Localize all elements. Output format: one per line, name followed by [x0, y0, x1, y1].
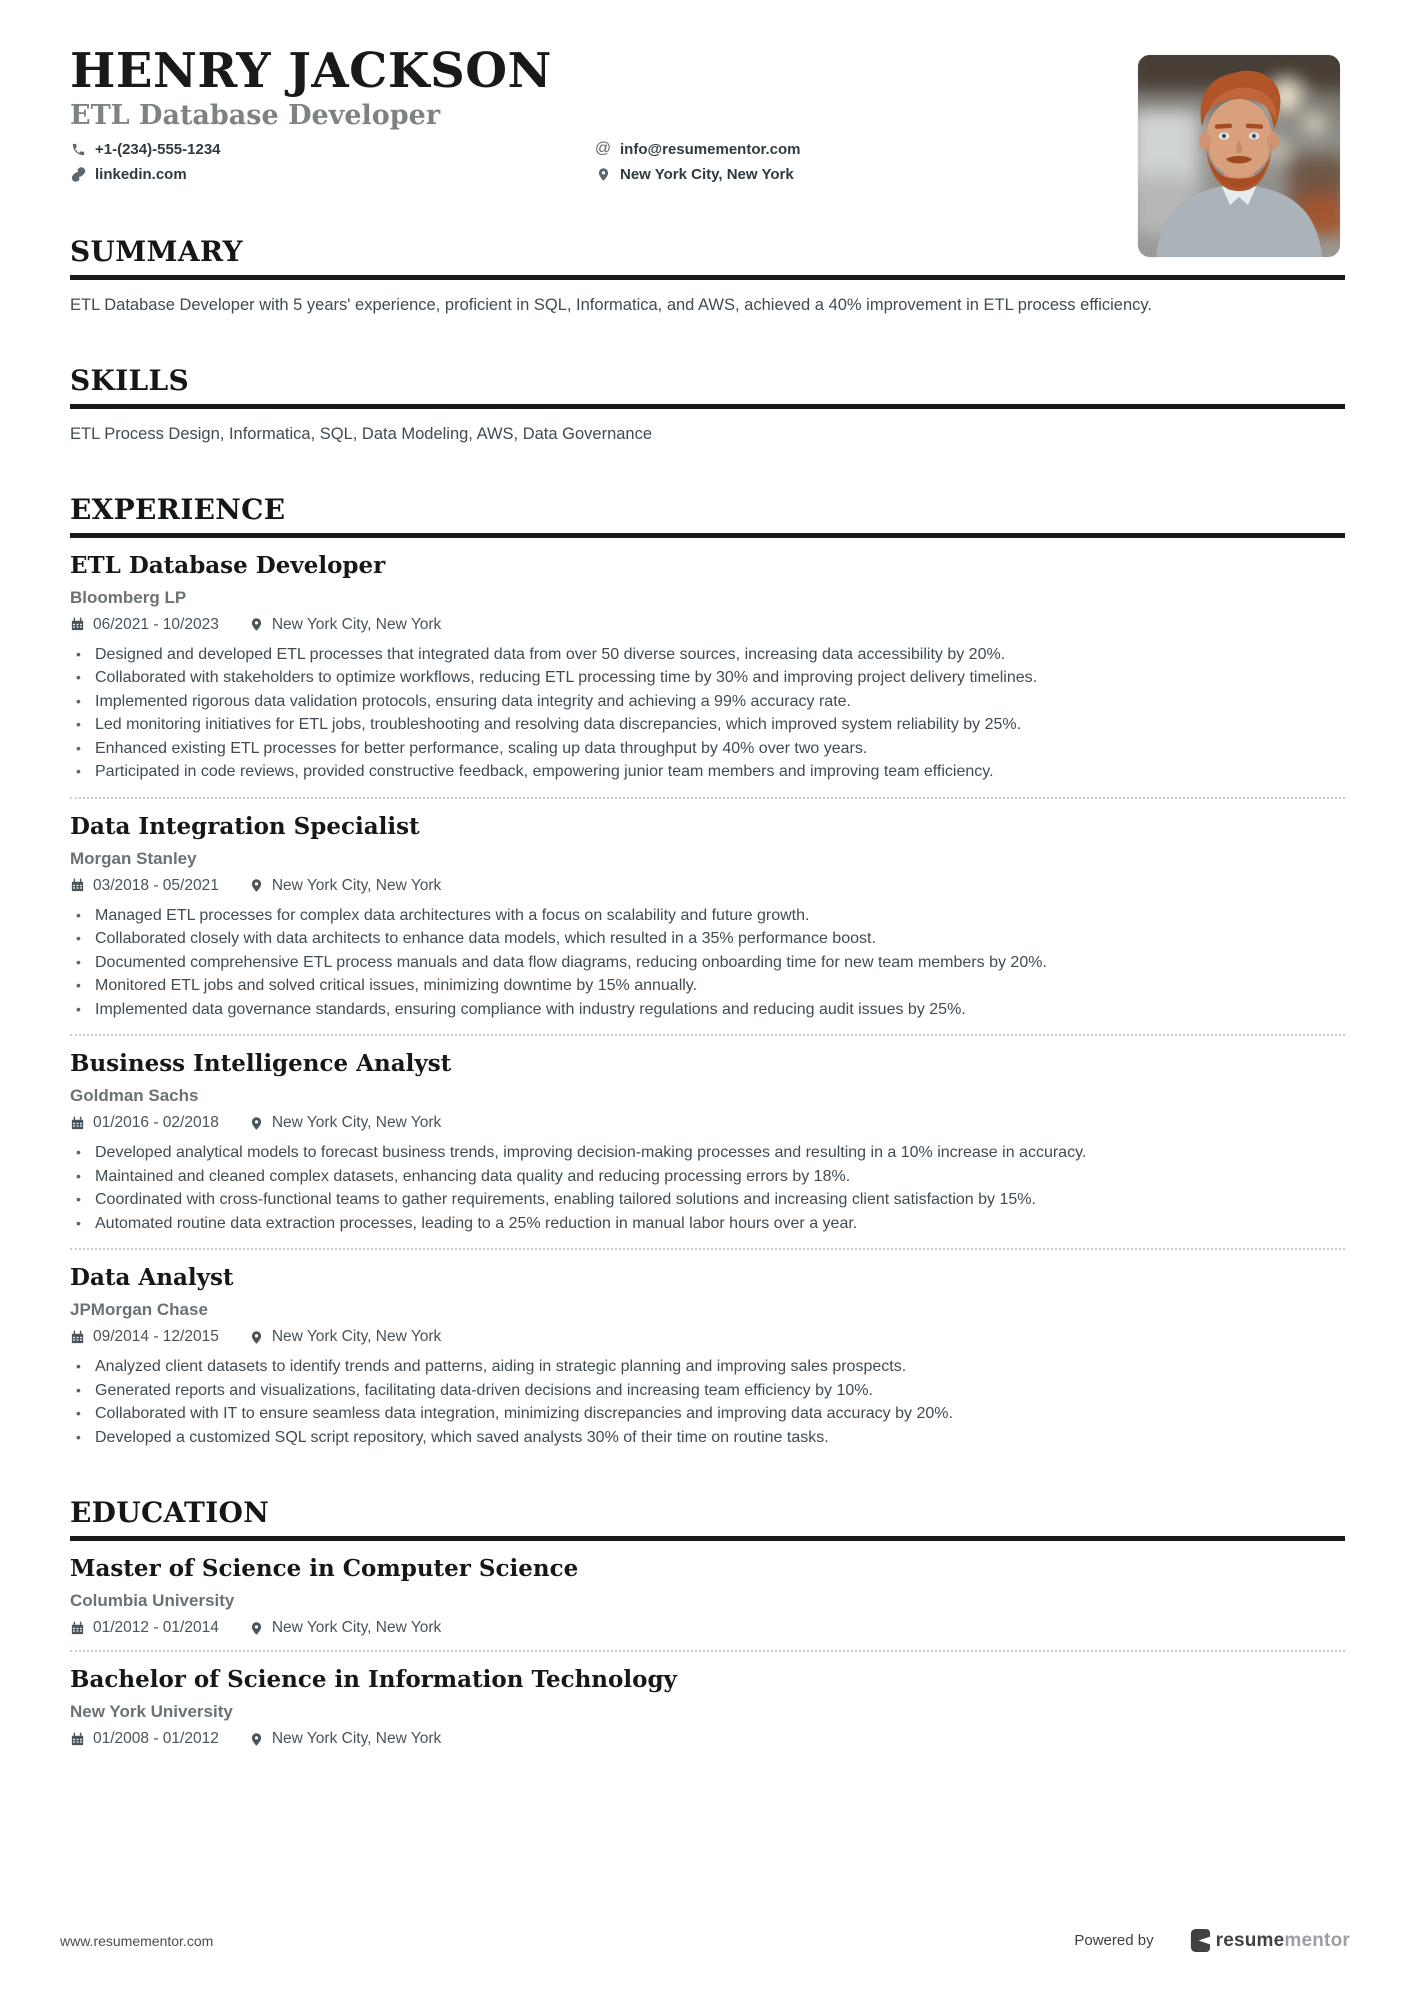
job-dates: 01/2016 - 02/2018 [93, 1114, 219, 1132]
job-dates: 09/2014 - 12/2015 [93, 1328, 219, 1346]
job-entry [70, 1036, 1345, 1250]
location-pin-icon [249, 1116, 264, 1131]
at-icon: @ [594, 140, 612, 158]
job-bullet: • Maintained and cleaned complex datasets, enhancing data quality and reducing processing errors by 18%. [70, 1165, 1345, 1189]
resumementor-logo-text [1216, 1930, 1350, 1952]
location-text: New York City, New York [620, 165, 794, 183]
location-pin-icon [249, 878, 264, 893]
contact-info [70, 141, 970, 183]
job-bullet: • Led monitoring initiatives for ETL jobs, troubleshooting and resolving data discrepancies, which improved system reliability by 25%. [70, 713, 1345, 737]
linkedin-link[interactable] [70, 166, 595, 183]
job-company: JPMorgan Chase [70, 1300, 208, 1320]
calendar-icon [70, 1621, 85, 1636]
job-bullet: • Automated routine data extraction processes, leading to a 25% reduction in manual labor hours over a year. [70, 1212, 1345, 1236]
location-pin-icon [249, 617, 264, 632]
calendar-icon [70, 1116, 85, 1131]
job-title: ETL Database Developer [70, 551, 386, 579]
job-location-item [249, 616, 441, 634]
logo-text-light: mentor [1284, 1929, 1350, 1951]
job-entry [70, 799, 1345, 1037]
skills-section [70, 364, 1345, 446]
location-pin-icon [249, 1621, 264, 1636]
degree-entry [70, 1541, 1345, 1652]
experience-heading: EXPERIENCE [70, 493, 1345, 538]
degree-dates: 01/2012 - 01/2014 [93, 1619, 219, 1637]
education-section [70, 1496, 1345, 1748]
job-meta [70, 616, 1345, 634]
calendar-icon [70, 1330, 85, 1345]
location-pin-icon [249, 1732, 264, 1747]
job-location-item [249, 1328, 441, 1346]
job-location-item [249, 1114, 441, 1132]
job-bullet: • Developed a customized SQL script repository, which saved analysts 30% of their time on routine tasks. [70, 1426, 1345, 1450]
job-bullet: • Collaborated with IT to ensure seamless data integration, minimizing discrepancies and improving data accuracy by 20%. [70, 1402, 1345, 1426]
job-bullet: • Generated reports and visualizations, facilitating data-driven decisions and increasing team efficiency by 10%. [70, 1379, 1345, 1403]
profile-photo [1138, 55, 1340, 257]
education-heading: EDUCATION [70, 1496, 1345, 1541]
job-entry [70, 538, 1345, 799]
job-bullets [70, 1141, 1345, 1235]
job-bullet: • Documented comprehensive ETL process manuals and data flow diagrams, reducing onboarding time for new team members by 20%. [70, 951, 1345, 975]
skills-heading: SKILLS [70, 364, 1345, 409]
job-bullets [70, 643, 1345, 784]
summary-text: ETL Database Developer with 5 years' experience, proficient in SQL, Informatica, and AWS, achieved a 40% improvement in ETL process efficiency. [70, 295, 1152, 314]
location-pin-icon [249, 1330, 264, 1345]
job-title: Data Analyst [70, 1264, 234, 1292]
job-bullet: • Designed and developed ETL processes that integrated data from over 50 diverse sources, increasing data accessibility by 20%. [70, 643, 1345, 667]
job-bullet: • Enhanced existing ETL processes for better performance, scaling up data throughput by 40% over two years. [70, 737, 1345, 761]
job-location-item [249, 877, 441, 895]
experience-section [70, 493, 1345, 1450]
degree-location: New York City, New York [271, 1730, 442, 1748]
job-dates: 06/2021 - 10/2023 [93, 615, 219, 633]
footer-website-link[interactable]: www.resumementor.com [60, 1932, 214, 1949]
job-bullet: • Managed ETL processes for complex data architectures with a focus on scalability and future growth. [70, 904, 1345, 928]
job-title: Data Integration Specialist [70, 812, 420, 840]
calendar-icon [70, 617, 85, 632]
resumementor-logo[interactable] [1188, 1928, 1350, 1953]
job-dates-item [70, 877, 219, 895]
location-item [595, 166, 970, 183]
job-location: New York City, New York [271, 1114, 442, 1132]
job-company: Morgan Stanley [70, 848, 197, 868]
job-location: New York City, New York [271, 876, 442, 894]
link-icon [70, 167, 86, 182]
job-entry [70, 1250, 1345, 1449]
linkedin-text: linkedin.com [95, 165, 187, 183]
logo-text-bold: resume [1215, 1929, 1285, 1951]
job-title: Business Intelligence Analyst [70, 1050, 452, 1078]
job-bullet: • Collaborated closely with data architects to enhance data models, which resulted in a 35% performance boost. [70, 927, 1345, 951]
degree-meta [70, 1619, 1345, 1637]
degree-dates-item [70, 1730, 219, 1748]
person-name: HENRY JACKSON [70, 43, 552, 99]
degree-location: New York City, New York [271, 1619, 442, 1637]
email-link[interactable] [595, 141, 970, 158]
job-bullet: • Monitored ETL jobs and solved critical issues, minimizing downtime by 15% annually. [70, 974, 1345, 998]
job-dates-item [70, 1328, 219, 1346]
job-dates: 03/2018 - 05/2021 [93, 876, 219, 894]
phone-text: +1-(234)-555-1234 [95, 140, 221, 158]
skills-text: ETL Process Design, Informatica, SQL, Data Modeling, AWS, Data Governance [70, 424, 653, 443]
degree-school: New York University [70, 1702, 233, 1722]
phone-link[interactable] [70, 141, 595, 158]
profile-photo-image [1138, 55, 1340, 257]
powered-by-text: Powered by [1074, 1932, 1154, 1949]
resumementor-logo-icon [1188, 1928, 1211, 1953]
job-company: Bloomberg LP [70, 587, 187, 607]
calendar-icon [70, 1732, 85, 1747]
phone-icon [70, 142, 86, 157]
degree-title: Bachelor of Science in Information Technology [70, 1666, 677, 1694]
degree-school: Columbia University [70, 1591, 235, 1611]
calendar-icon [70, 878, 85, 893]
job-bullet: • Implemented rigorous data validation protocols, ensuring data integrity and achieving a 99% accuracy rate. [70, 690, 1345, 714]
degree-title: Master of Science in Computer Science [70, 1555, 579, 1583]
job-dates-item [70, 616, 219, 634]
job-meta [70, 1328, 1345, 1346]
powered-by-block [1074, 1928, 1350, 1953]
job-bullet: • Implemented data governance standards, ensuring compliance with industry regulations and reducing audit issues by 25%. [70, 998, 1345, 1022]
degree-dates-item [70, 1619, 219, 1637]
job-bullet: • Analyzed client datasets to identify trends and patterns, aiding in strategic planning and improving sales prospects. [70, 1355, 1345, 1379]
job-location: New York City, New York [271, 615, 442, 633]
person-job-title: ETL Database Developer [70, 99, 441, 131]
job-location: New York City, New York [271, 1328, 442, 1346]
location-pin-icon [595, 167, 611, 182]
job-bullet: • Participated in code reviews, provided constructive feedback, empowering junior team members and improving team efficiency. [70, 760, 1345, 784]
job-company: Goldman Sachs [70, 1086, 199, 1106]
job-bullet: • Collaborated with stakeholders to optimize workflows, reducing ETL processing time by 30% and improving project delivery timelines. [70, 666, 1345, 690]
degree-location-item [249, 1619, 441, 1637]
email-text: info@resumementor.com [620, 140, 801, 158]
job-dates-item [70, 1114, 219, 1132]
job-meta [70, 1114, 1345, 1132]
job-bullets [70, 904, 1345, 1022]
job-bullets [70, 1355, 1345, 1449]
degree-entry [70, 1652, 1345, 1748]
job-meta [70, 877, 1345, 895]
job-bullet: • Coordinated with cross-functional teams to gather requirements, enabling tailored solutions and increasing client satisfaction by 15%. [70, 1188, 1345, 1212]
job-bullet: • Developed analytical models to forecast business trends, improving decision-making processes and resulting in a 10% increase in accuracy. [70, 1141, 1345, 1165]
summary-heading: SUMMARY [70, 235, 1345, 280]
degree-dates: 01/2008 - 01/2012 [93, 1730, 219, 1748]
page-footer [60, 1928, 1350, 1953]
degree-location-item [249, 1730, 441, 1748]
degree-meta [70, 1730, 1345, 1748]
